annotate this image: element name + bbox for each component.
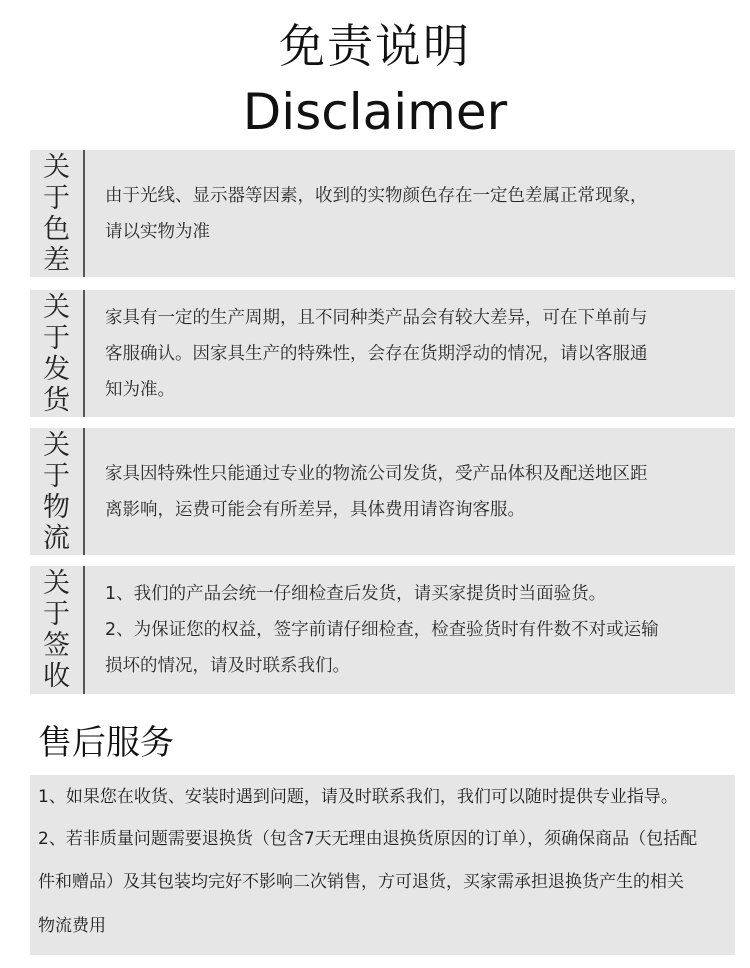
after-sales-text-line: 2、若非质量问题需要退换货（包含7天无理由退换货原因的订单），须确保商品（包括配 [38, 829, 698, 849]
section-label-char: 发 [43, 353, 70, 385]
after-sales-text-line: 件和赠品）及其包装均完好不影响二次销售，方可退货，买家需承担退换货产生的相关 [38, 872, 684, 892]
after-sales-title: 售后服务 [38, 723, 174, 763]
section-label-char: 色 [43, 213, 70, 245]
section-label-char: 物 [43, 491, 70, 523]
section-label-char: 货 [43, 384, 70, 416]
disclaimer-title-english: Disclaimer [242, 83, 508, 141]
section-label-char: 于 [43, 460, 70, 492]
section-label-char: 关 [43, 151, 70, 183]
section-text-line: 家具因特殊性只能通过专业的物流公司发货，受产品体积及配送地区距 [105, 463, 648, 484]
section-body [105, 290, 727, 417]
section-body [105, 428, 727, 555]
section-text-line: 请以实物为准 [105, 221, 210, 242]
section-label-char: 差 [43, 244, 70, 276]
after-sales-box [30, 775, 735, 955]
section-text-line: 知为准。 [105, 379, 175, 400]
section-label-char: 签 [43, 630, 70, 661]
section-label [30, 290, 85, 417]
section-label [30, 428, 85, 555]
section-text-line: 损坏的情况，请及时联系我们。 [105, 656, 350, 676]
section-label-char: 关 [43, 429, 70, 461]
section-label-char: 关 [43, 291, 70, 323]
section-text-line: 离影响，运费可能会有所差异，具体费用请咨询客服。 [105, 499, 525, 520]
section-label [30, 566, 85, 694]
section-text-line: 1、我们的产品会统一仔细检查后发货，请买家提货时当面验货。 [105, 584, 607, 604]
section-label-char: 于 [43, 322, 70, 354]
section-label-char: 收 [43, 661, 70, 692]
section-label-char: 关 [43, 568, 70, 599]
section-label-char: 于 [43, 599, 70, 630]
section-body [105, 566, 727, 694]
section-label-char: 于 [43, 182, 70, 214]
section-body [105, 150, 727, 277]
after-sales-text-line: 物流费用 [38, 916, 106, 936]
disclaimer-title-chinese: 免责说明 [279, 19, 471, 73]
section-text-line: 2、为保证您的权益，签字前请仔细检查，检查验货时有件数不对或运输 [105, 620, 659, 640]
section-label-char: 流 [43, 522, 70, 554]
section-shipping [30, 290, 735, 417]
section-text-line: 由于光线、显示器等因素，收到的实物颜色存在一定色差属正常现象， [105, 185, 648, 206]
section-text-line: 家具有一定的生产周期，且不同种类产品会有较大差异，可在下单前与 [105, 307, 648, 328]
section-logistics [30, 428, 735, 555]
section-text-line: 客服确认。因家具生产的特殊性，会存在货期浮动的情况，请以客服通 [105, 343, 648, 364]
section-receipt [30, 566, 735, 694]
section-label [30, 150, 85, 277]
after-sales-text-line: 1、如果您在收货、安装时遇到问题，请及时联系我们，我们可以随时提供专业指导。 [38, 787, 678, 807]
section-color-difference [30, 150, 735, 277]
